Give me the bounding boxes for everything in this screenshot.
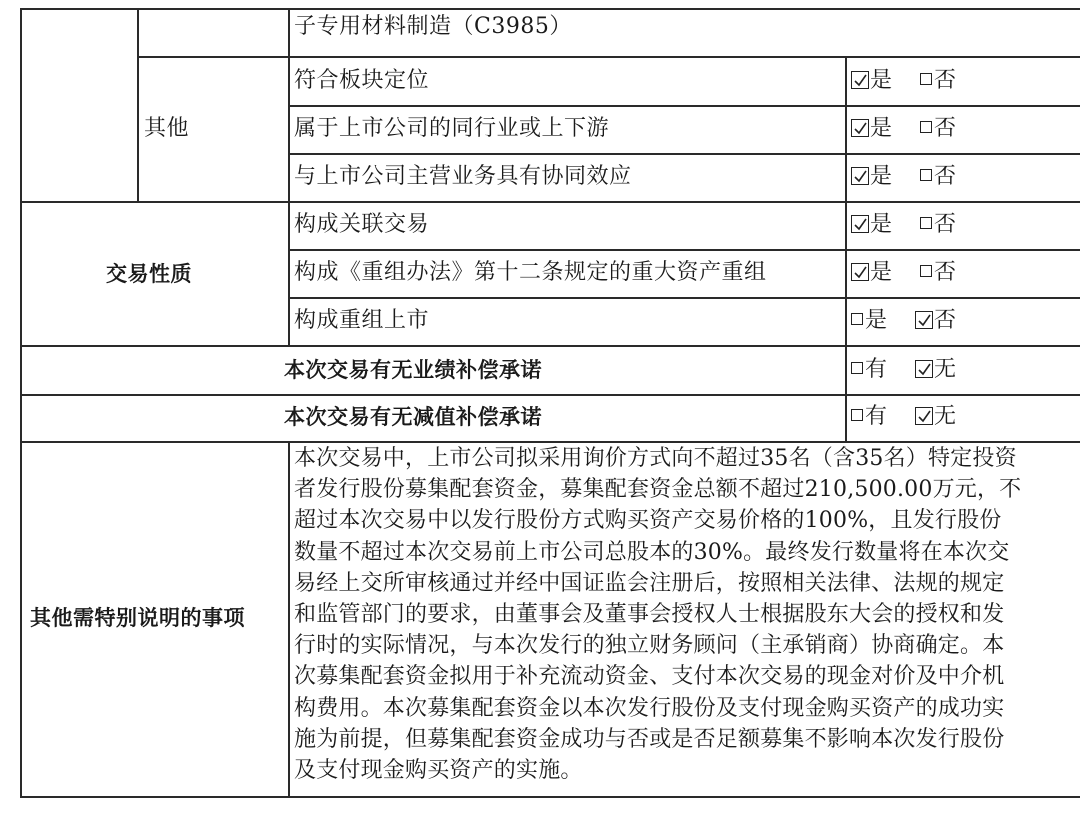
table-border <box>137 56 1080 58</box>
table-border <box>20 796 1080 798</box>
unchecked-box-icon[interactable] <box>920 169 932 181</box>
checked-box-icon[interactable] <box>915 407 933 425</box>
unchecked-box-icon[interactable] <box>920 265 932 277</box>
other-item-text: 与上市公司主营业务具有协同效应 <box>294 164 632 189</box>
other-item-text: 符合板块定位 <box>294 68 430 93</box>
nature-item-text: 构成《重组办法》第十二条规定的重大资产重组 <box>294 260 767 285</box>
other-label: 其他 <box>144 116 190 141</box>
impairment-commitment-label: 本次交易有无减值补偿承诺 <box>284 405 542 429</box>
option-no-label: 否 <box>934 260 957 285</box>
other-item-text: 属于上市公司的同行业或上下游 <box>294 116 610 141</box>
checked-box-icon[interactable] <box>915 311 933 329</box>
option-group <box>851 213 956 237</box>
checked-box-icon[interactable] <box>851 167 869 185</box>
option-no-label: 否 <box>934 308 957 333</box>
unchecked-box-icon[interactable] <box>920 73 932 85</box>
unchecked-box-icon[interactable] <box>851 313 863 325</box>
option-group <box>851 405 956 429</box>
special-notes-paragraph <box>294 443 1080 786</box>
option-yes-label: 是 <box>870 212 893 237</box>
option-group <box>851 261 956 285</box>
table-border <box>20 8 22 797</box>
paragraph-line: 行时的实际情况，与本次发行的独立财务顾问（主承销商）协商确定。本 <box>294 633 1005 659</box>
checked-box-icon[interactable] <box>915 360 933 378</box>
option-yes-label: 是 <box>870 68 893 93</box>
special-notes-label: 其他需特别说明的事项 <box>30 606 245 630</box>
table-border <box>288 441 290 797</box>
performance-commitment-label: 本次交易有无业绩补偿承诺 <box>284 358 542 382</box>
table-border <box>288 105 1080 107</box>
option-group <box>851 358 956 382</box>
option-yes-label: 是 <box>870 260 893 285</box>
option-has-label: 有 <box>865 404 888 429</box>
table-border <box>288 153 1080 155</box>
checked-box-icon[interactable] <box>851 119 869 137</box>
paragraph-line: 者发行股份募集配套资金，募集配套资金总额不超过210,500.00万元，不 <box>294 477 1022 503</box>
table-border <box>288 297 1080 299</box>
paragraph-line: 施为前提，但募集配套资金成功与否或是否足额募集不影响本次发行股份 <box>294 726 1005 752</box>
paragraph-line: 次募集配套资金拟用于补充流动资金、支付本次交易的现金对价及中介机 <box>294 664 1005 690</box>
checked-box-icon[interactable] <box>851 71 869 89</box>
nature-item-text: 构成重组上市 <box>294 308 430 333</box>
table-border <box>845 56 847 442</box>
option-yes-label: 是 <box>870 164 893 189</box>
checked-box-icon[interactable] <box>851 215 869 233</box>
option-no-label: 否 <box>934 212 957 237</box>
table-border <box>20 394 1080 396</box>
option-yes-label: 是 <box>870 116 893 141</box>
table-border <box>288 249 1080 251</box>
unchecked-box-icon[interactable] <box>920 121 932 133</box>
unchecked-box-icon[interactable] <box>920 217 932 229</box>
option-group <box>851 309 956 333</box>
paragraph-line: 超过本次交易中以发行股份方式购买资产交易价格的100%，且发行股份 <box>294 508 1002 534</box>
option-no-label: 否 <box>934 116 957 141</box>
checked-box-icon[interactable] <box>851 263 869 281</box>
option-yes-label: 是 <box>865 308 888 333</box>
option-none-label: 无 <box>934 357 957 382</box>
table-border <box>20 201 1080 203</box>
paragraph-line: 数量不超过本次交易前上市公司总股本的30%。最终发行数量将在本次交 <box>294 539 1010 565</box>
nature-item-text: 构成关联交易 <box>294 212 430 237</box>
unchecked-box-icon[interactable] <box>851 409 863 421</box>
option-group <box>851 69 956 93</box>
paragraph-line: 及支付现金购买资产的实施。 <box>294 757 583 783</box>
table-border <box>137 8 139 202</box>
option-group <box>851 165 956 189</box>
paragraph-line: 本次交易中，上市公司拟采用询价方式向不超过35名（含35名）特定投资 <box>294 446 1017 471</box>
table-border <box>20 345 1080 347</box>
table-border <box>288 8 290 346</box>
option-no-label: 否 <box>934 164 957 189</box>
table-border <box>20 8 1080 10</box>
paragraph-line: 构费用。本次募集配套资金以本次发行股份及支付现金购买资产的成功实 <box>294 695 1005 721</box>
unchecked-box-icon[interactable] <box>851 362 863 374</box>
option-none-label: 无 <box>934 404 957 429</box>
industry-code-text: 子专用材料制造（C3985） <box>294 14 572 39</box>
transaction-nature-label: 交易性质 <box>106 262 192 286</box>
paragraph-line: 和监管部门的要求，由董事会及董事会授权人士根据股东大会的授权和发 <box>294 601 1005 627</box>
option-no-label: 否 <box>934 68 957 93</box>
option-group <box>851 117 956 141</box>
paragraph-line: 易经上交所审核通过并经中国证监会注册后，按照相关法律、法规的规定 <box>294 570 1005 596</box>
option-has-label: 有 <box>865 357 888 382</box>
